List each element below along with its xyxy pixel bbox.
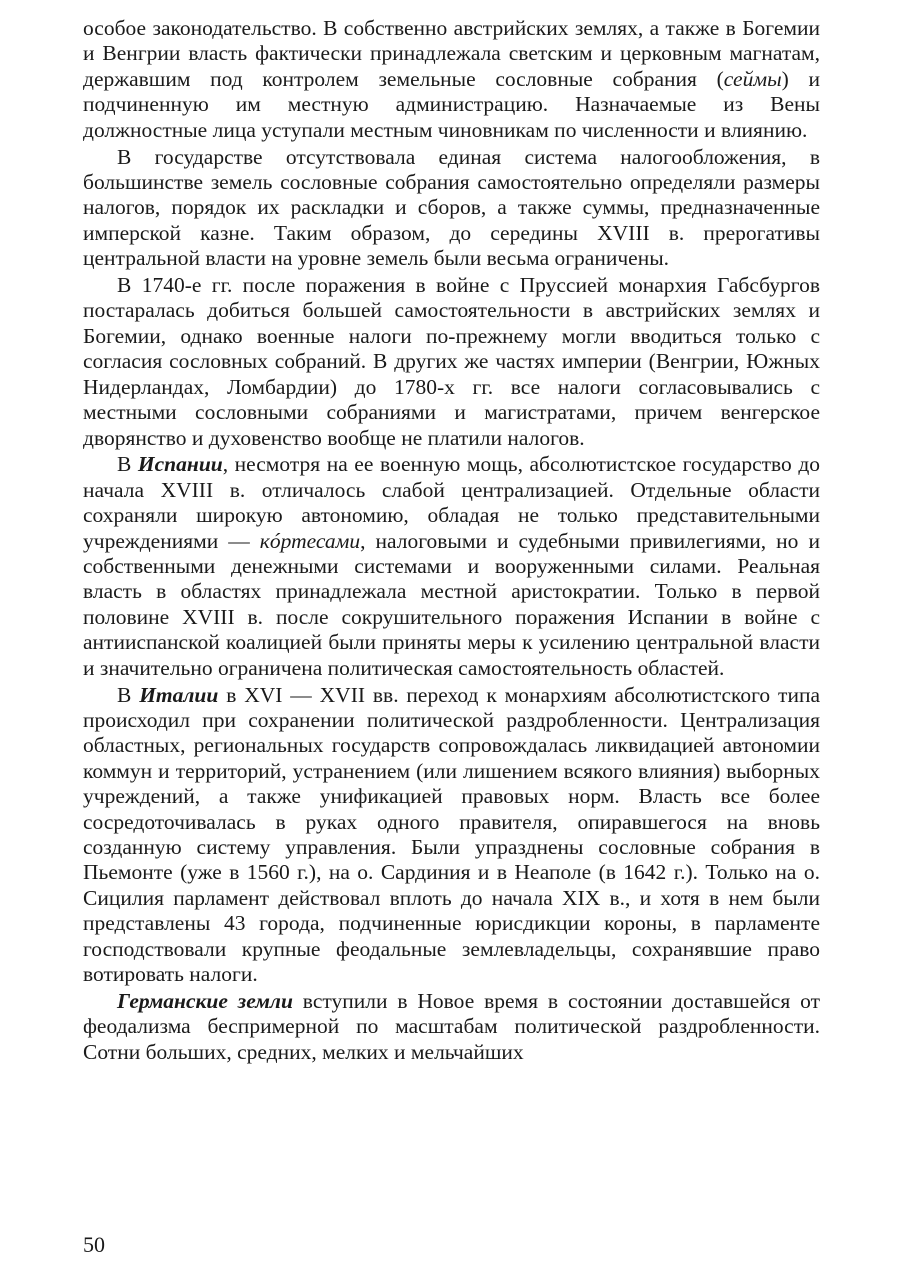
text-segment: В государстве отсутствовала единая система налогообложения, в большинстве земель сословные собрания самостоятельно определяли размеры налогов, порядок их раскладки и сборов, а также суммы, предназначенные имперской казне. Таким образом, до середины XVIII в. прерогативы центральной власти на уровне земель были весьма ограничены. (83, 144, 820, 271)
body-text (83, 16, 820, 1067)
heading-italy: Италии (139, 682, 219, 707)
paragraph-spain (83, 452, 820, 681)
paragraph-german-lands (83, 989, 820, 1065)
term-seimy: сеймы (723, 66, 782, 91)
heading-spain: Испании (137, 452, 223, 477)
text-segment: особое законодательство. В собственно австрийских землях, а также в Богемии и Венгрии власть фактически принадлежала светским и церковным магнатам, державшим под контролем земельные сословные собрания ( (83, 16, 820, 91)
text-segment: В (117, 452, 138, 477)
text-segment: в XVI — XVII вв. переход к монархиям абсолютистского типа происходил при сохранении политической раздробленности. Централизация областных, региональных государств сопровождалась ликвидацией автономии коммун и территорий, устранением (или лишением всякого влияния) выборных учреждений, а также унификацией правовых норм. Власть все более сосредоточивалась в руках одного правителя, опиравшегося на вновь созданную систему управления. Были упразднены сословные собрания в Пьемонте (уже в 1560 г.), на о. Сардиния и в Неаполе (в 1642 г.). Только на о. Сицилия парламент действовал вплоть до начала XIX в., и хотя в нем были представлены 43 города, подчиненные юрисдикции короны, в парламенте господствовали крупные феодальные землевладельцы, сохранявшие право вотировать налоги. (83, 682, 820, 987)
heading-german-lands: Германские земли (117, 988, 293, 1013)
text-segment: В 1740-е гг. после поражения в войне с Пруссией монархия Габсбургов постаралась добиться большей самостоятельности в австрийских землях и Богемии, однако военные налоги по-прежнему могли вводиться только с согласия сословных собраний. В других же частях империи (Венгрии, Южных Нидерландах, Ломбардии) до 1780-х гг. все налоги согласовывались с местными сословными собраниями и магистратами, причем венгерское дворянство и духовенство вообще не платили налогов. (83, 273, 820, 450)
paragraph-italy (83, 683, 820, 988)
page-number: 50 (83, 1232, 105, 1257)
paragraph-taxation (83, 145, 820, 272)
text-segment: вступили в Новое время в состоянии доставшейся от феодализма беспримерной по масштабам политической раздробленности. Сотни больших, средних, мелких и мельчайших (83, 988, 820, 1064)
paragraph-1740s (83, 273, 820, 451)
text-segment: , несмотря на ее военную мощь, абсолютистское государство до начала XVIII в. отличалось слабой централизацией. Отдельные области сохраняли широкую автономию, обладая не только представительными учреждениями — (83, 452, 821, 553)
term-cortes: кóртесами (259, 528, 361, 553)
text-segment: , налоговыми и судебными привилегиями, но и собственными денежными системами и вооруженными силами. Реальная власть в областях принадлежала местной аристократии. Только в первой половине XVIII в. после сокрушительного поражения Испании в войне с антииспанской коалицией были приняты меры к усилению центральной власти и значительно ограничена политическая самостоятельность областей. (83, 528, 820, 680)
text-segment: ) и подчиненную им местную администрацию. Назначаемые из Вены должностные лица уступали местным чиновникам по численности и влиянию. (83, 66, 820, 142)
text-segment: В (117, 682, 140, 707)
paragraph-austria-estates (83, 16, 820, 143)
